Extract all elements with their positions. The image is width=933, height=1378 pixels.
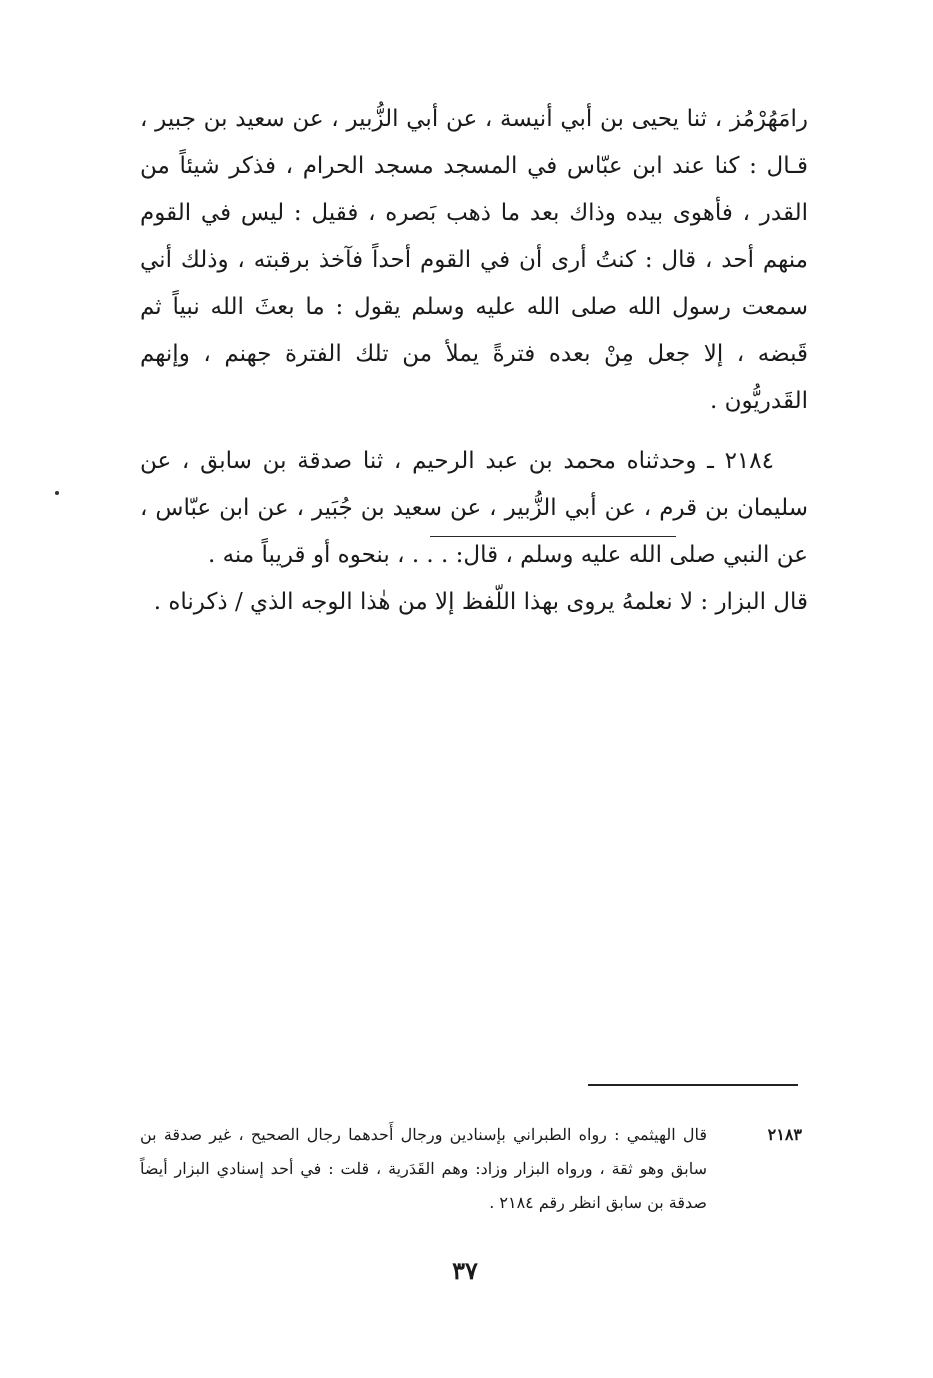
margin-mark [55, 491, 59, 495]
text-underline-rule [430, 536, 676, 537]
footnote [140, 1118, 802, 1220]
footnote-number: ٢١٨٣ [767, 1125, 802, 1144]
paragraph-hadith-2184: ٢١٨٤ ـ وحدثناه محمد بن عبد الرحيم ، ثنا صدقة بن سابق ، عن سليمان بن قرم ، عن أبي الزُّبير ، عن سعيد بن جُبَير ، عن ابن عبّاس ، عن النبي صلى الله عليه وسلم ، قال: . . . ، بنحوه أو قريباً منه . [140, 448, 808, 568]
page-number: ٣٧ [452, 1256, 478, 1285]
footnote-text: قال الهيثمي : رواه الطبراني بإسنادين ورجال أَحدهما رجال الصحيح ، غير صدقة بن سابق وهو ثقة ، ورواه البزار وزاد: وهم القَدَرية ، قلت : في أحد إسنادي البزار أيضاً صدقة بن سابق انظر رقم ٢١٨٤ . [140, 1125, 707, 1212]
main-text [140, 96, 808, 626]
footnote-separator [588, 1084, 798, 1086]
paragraph-bazzar-comment: قال البزار : لا نعلمهُ يروى بهذا اللّفظ إلا من هٰذا الوجه الذي / ذكرناه . [153, 589, 808, 615]
paragraph-hadith-2183-continued: رامَهُرْمُز ، ثنا يحيى بن أبي أنيسة ، عن أبي الزُّبير ، عن سعيد بن جبير ، قـال : كنا عند ابن عبّاس في المسجد مسجد الحرام ، فذكر شيئاً من القدر ، فأهوى بيده وذاك بعد ما ذهب بَصره ، فقيل : ليس في القوم منهم أحد ، قال : كنتُ أرى أن في القوم أحداً فآخذ برقبته ، وذلك أني سمعت رسول الله صلى الله عليه وسلم يقول : ما بعثَ الله نبياً ثم قَبضه ، إلا جعل مِنْ بعده فترةً يملأ من تلك الفترة جهنم ، وإنهم القَدريُّون . [140, 106, 808, 414]
